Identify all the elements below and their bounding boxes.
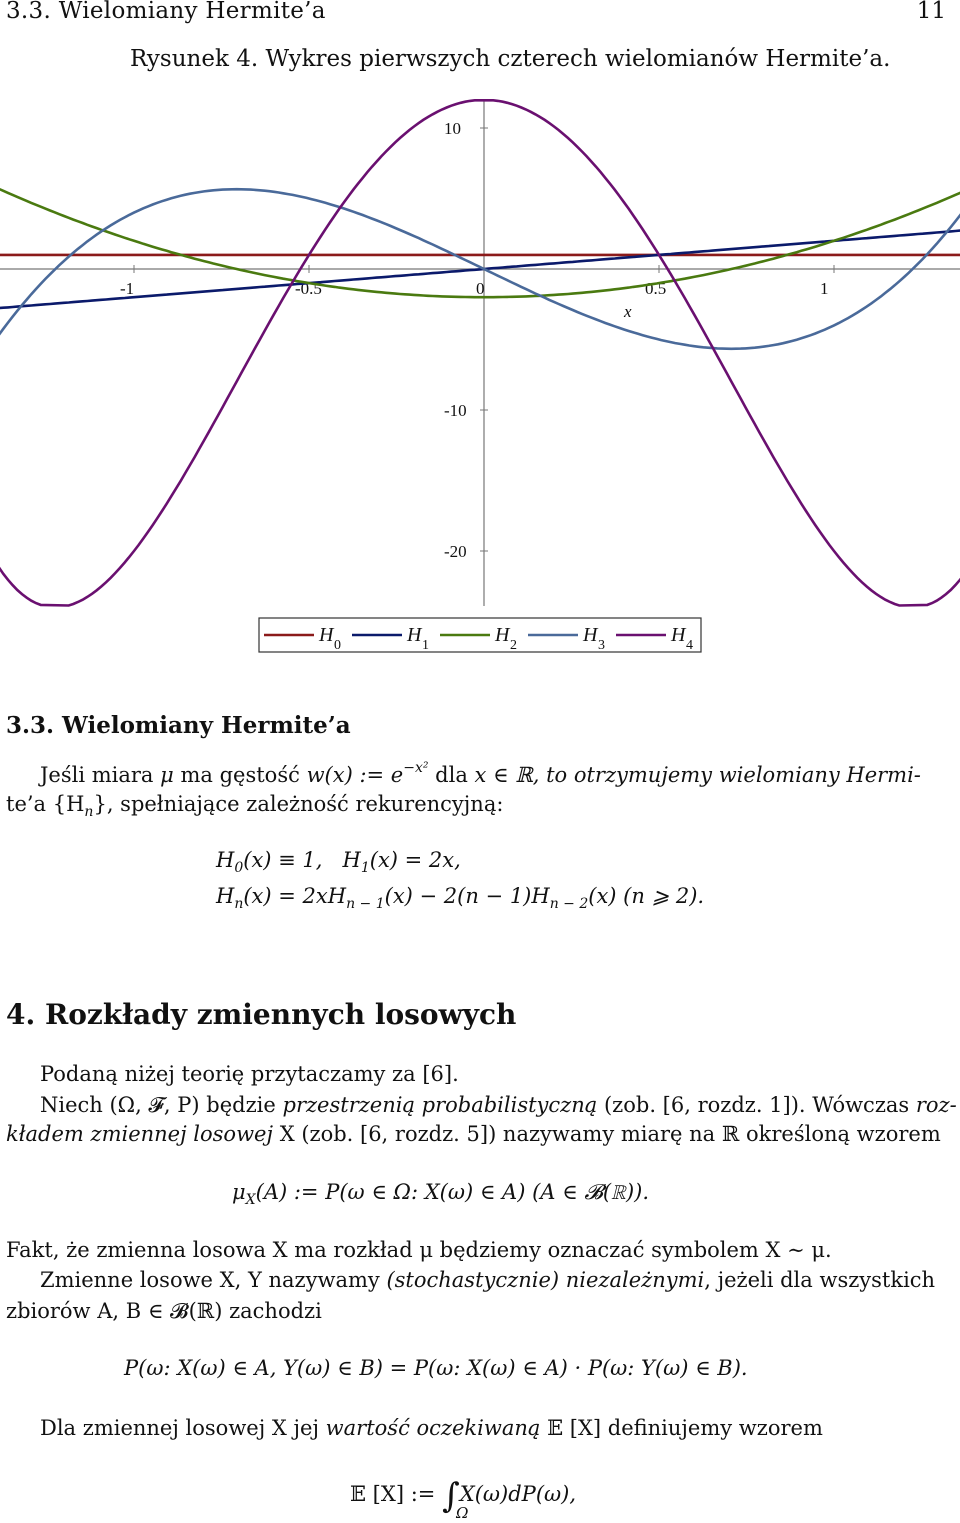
chart-axes bbox=[0, 100, 960, 606]
x-tick-label: 1 bbox=[820, 279, 829, 298]
recurrence-eq1: $H_0(x) \equiv 1$, $H_1(x) = 2x$, bbox=[216, 848, 461, 876]
x-tick-label: 0.5 bbox=[645, 279, 667, 298]
x-axis-label: x bbox=[624, 302, 632, 321]
expectation-eq: 𝔼 [X] := ∫X(ω)dP(ω), bbox=[350, 1476, 576, 1516]
chart-legend bbox=[259, 618, 701, 653]
x-tick-label: -0.5 bbox=[295, 279, 322, 298]
running-header: 3.3. Wielomiany Hermite’a bbox=[6, 0, 326, 24]
section4-line6: zbiorów A, B ∈ 𝓑(ℝ) zachodzi bbox=[6, 1299, 322, 1323]
legend-sub-H0: 0 bbox=[334, 638, 341, 653]
legend-sub-H4: 4 bbox=[686, 638, 693, 653]
legend-label-H1: H bbox=[407, 624, 422, 646]
section-heading-4: 4. Rozkłady zmiennych losowych bbox=[6, 998, 517, 1031]
legend-label-H3: H bbox=[583, 624, 598, 646]
distribution-eq: $\mu_X(A)$ := P(ω ∈ Ω: X(ω) ∈ A) (A ∈ 𝓑(ℝ)). bbox=[232, 1180, 650, 1208]
section4-line3: kładem zmiennej losowej X (zob. [6, rozdz. 5]) nazywamy miarę na ℝ określoną wzorem bbox=[6, 1122, 941, 1146]
independence-eq: P(ω: X(ω) ∈ A, Y(ω) ∈ B) = P(ω: X(ω) ∈ A) · P(ω: Y(ω) ∈ B). bbox=[124, 1356, 748, 1380]
y-tick-label: -20 bbox=[444, 542, 467, 561]
y-tick-label: 10 bbox=[444, 119, 461, 138]
figure-caption: Rysunek 4. Wykres pierwszych czterech wielomianów Hermite’a. bbox=[130, 46, 891, 72]
series-line-H2 bbox=[0, 153, 960, 297]
section4-line2: Niech (Ω, 𝓕, P) będzie przestrzenią probabilistyczną (zob. [6, rozdz. 1]). Wówczas roz- bbox=[40, 1093, 957, 1117]
y-tick-label: -10 bbox=[444, 401, 467, 420]
legend-label-H2: H bbox=[495, 624, 510, 646]
x-tick-label: -1 bbox=[120, 279, 135, 298]
page-number: 11 bbox=[916, 0, 946, 24]
section-heading-3-3: 3.3. Wielomiany Hermite’a bbox=[6, 712, 351, 739]
section4-line4: Fakt, że zmienna losowa X ma rozkład μ będziemy oznaczać symbolem X ∼ μ. bbox=[6, 1238, 832, 1262]
legend-sub-H3: 3 bbox=[598, 638, 605, 653]
x-tick-label: 0 bbox=[476, 279, 485, 298]
recurrence-eq2: $H_n(x) = 2xH_{n - 1}(x) - 2(n - 1)H_{n - 2}(x)$ (n ⩾ 2). bbox=[216, 884, 705, 912]
section4-line5: Zmienne losowe X, Y nazywamy (stochastycznie) niezależnymi, jeżeli dla wszystkich bbox=[40, 1268, 936, 1292]
expectation-int-sub: Ω bbox=[456, 1504, 469, 1522]
legend-label-H4: H bbox=[671, 624, 686, 646]
section4-line7: Dla zmiennej losowej X jej wartość oczekiwaną 𝔼 [X] definiujemy wzorem bbox=[40, 1416, 823, 1440]
legend-sub-H2: 2 bbox=[510, 638, 517, 653]
section4-line1: Podaną niżej teorię przytaczamy za [6]. bbox=[40, 1062, 459, 1086]
legend-sub-H1: 1 bbox=[422, 638, 429, 653]
legend-label-H0: H bbox=[319, 624, 334, 646]
paragraph-density-line2: te’a $\{H_n\}$, spełniające zależność rekurencyjną: bbox=[6, 792, 504, 820]
hermite-chart bbox=[0, 0, 960, 700]
chart-series bbox=[0, 100, 960, 605]
paragraph-density: Jeśli miara μ ma gęstość w(x) := $e^{-x^2}$ dla x ∈ ℝ, to otrzymujemy wielomiany Hermi- bbox=[40, 760, 921, 787]
series-line-H4 bbox=[0, 100, 960, 605]
